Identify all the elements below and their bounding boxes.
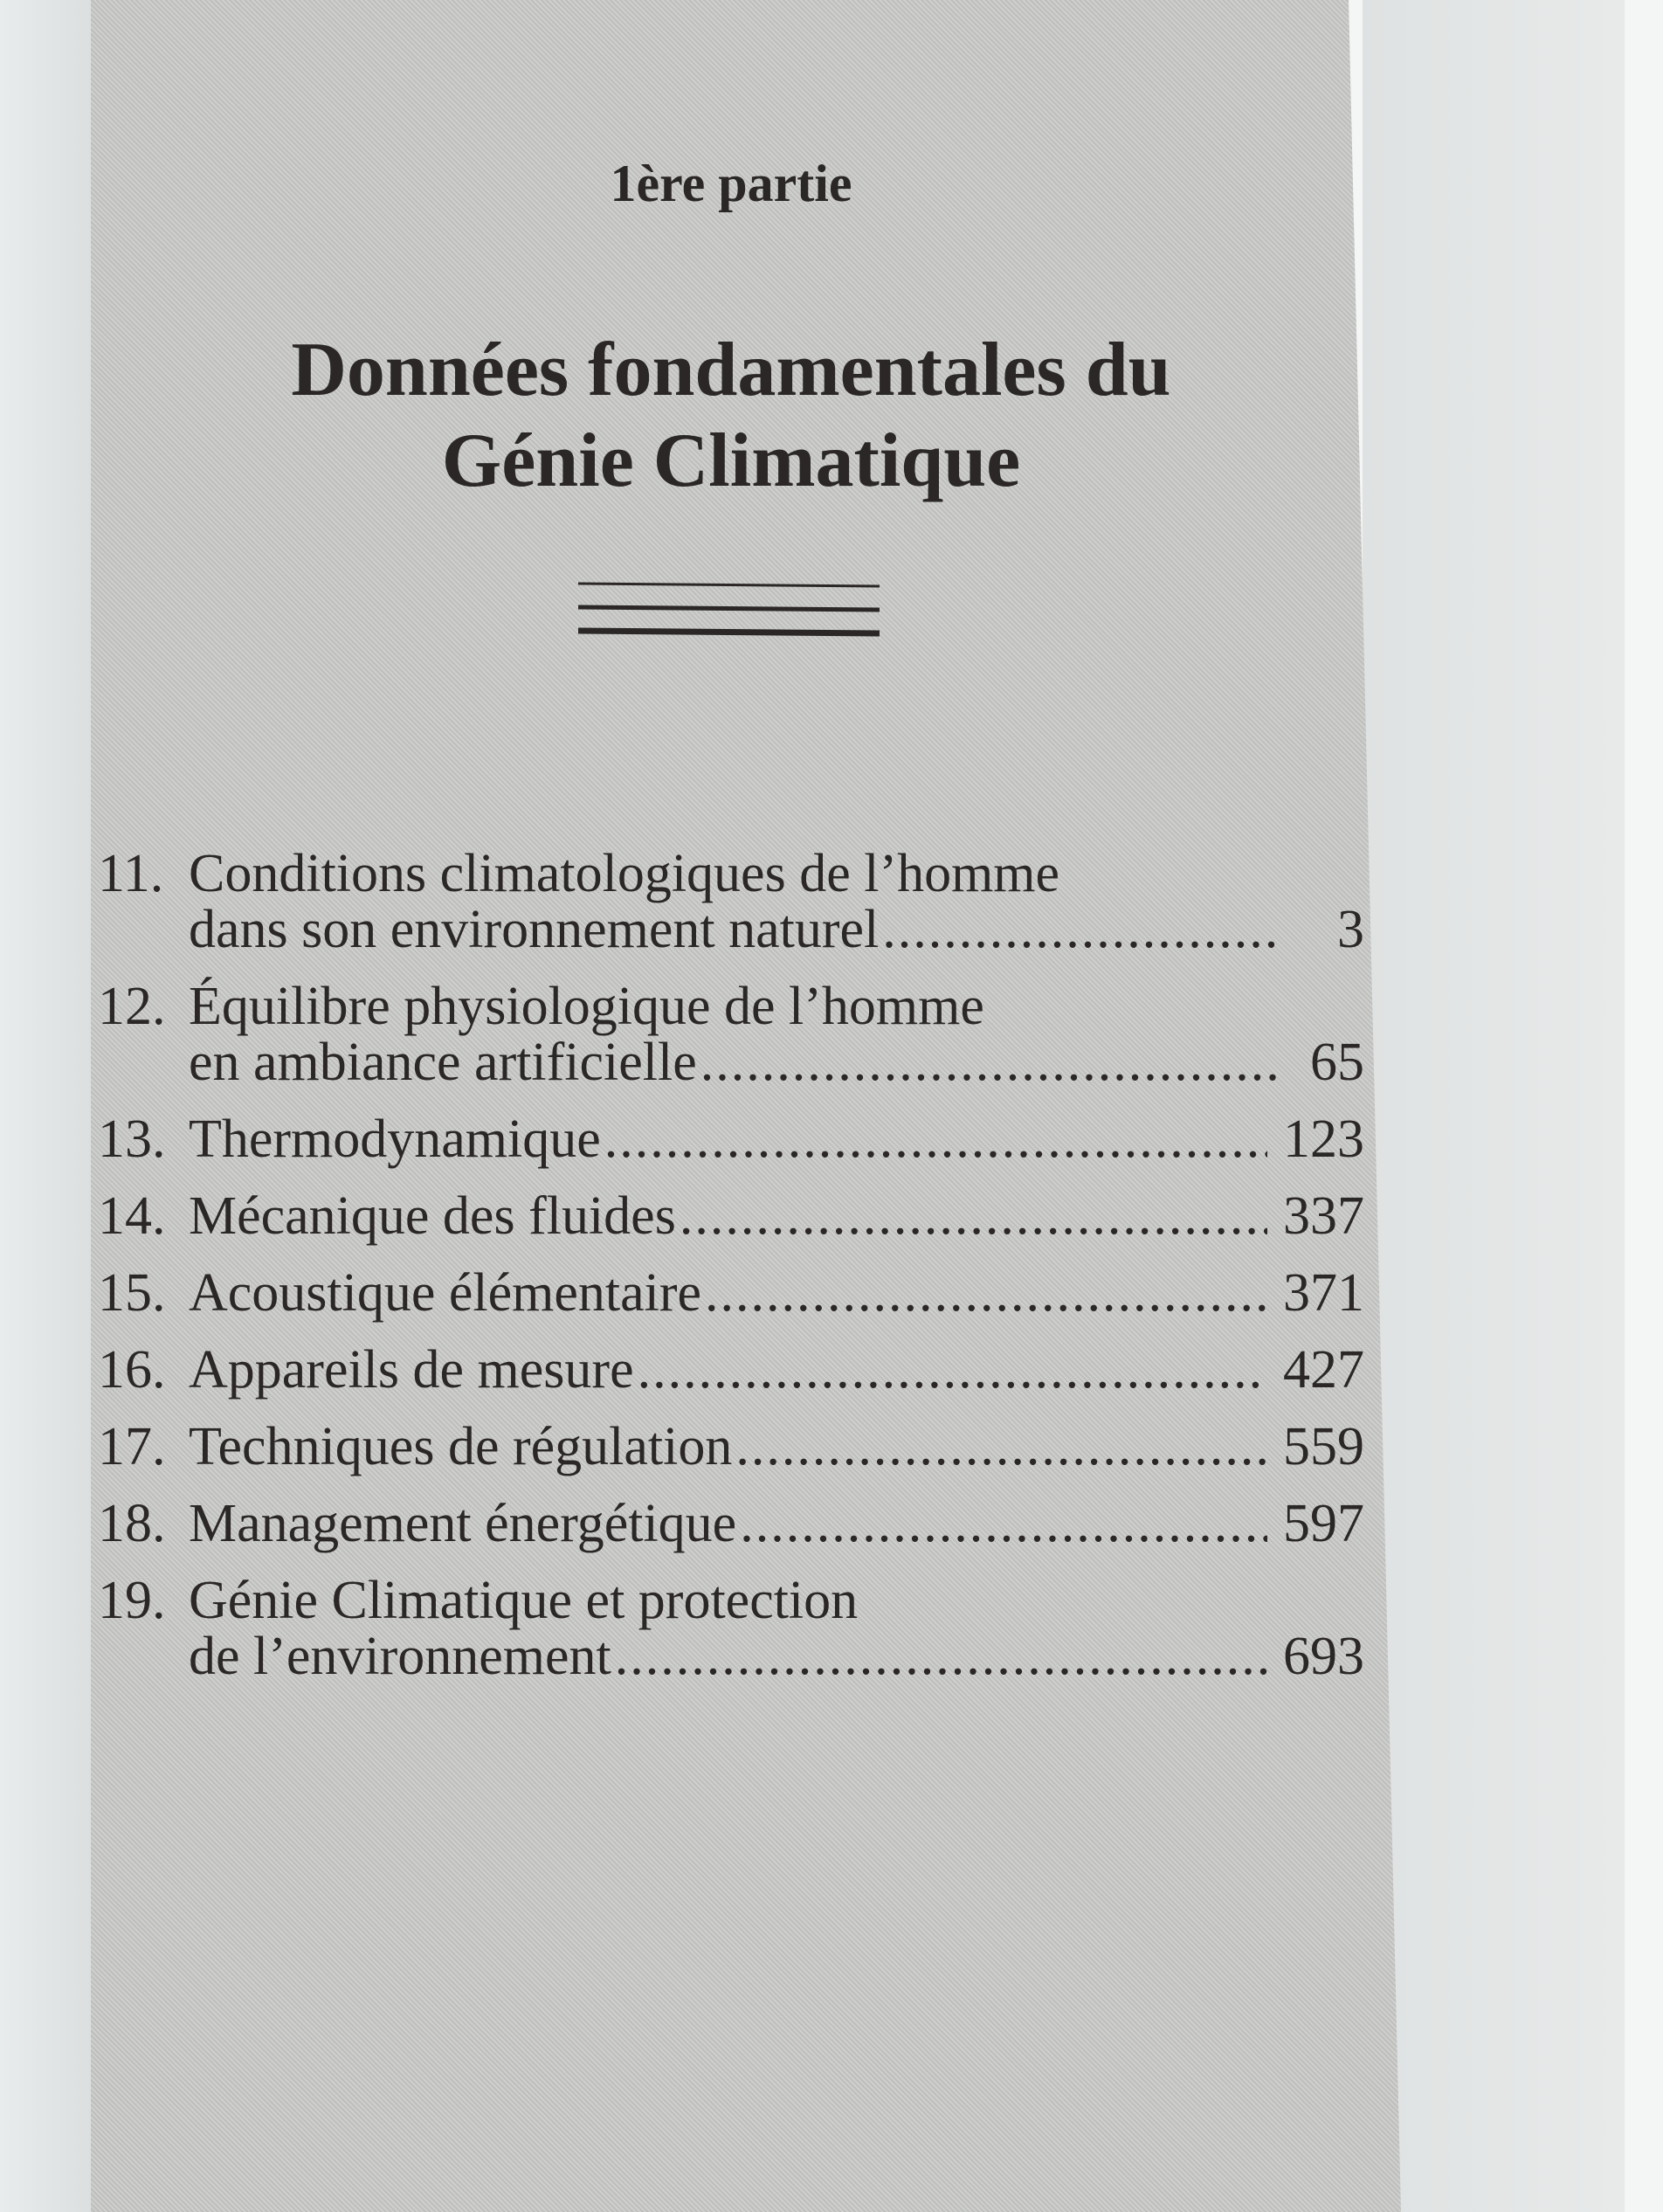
chapter-number: 15.: [98, 1263, 166, 1323]
dot-leader: [615, 1628, 1267, 1684]
chapter-title: Thermodynamique: [189, 1109, 601, 1169]
chapter-number: 13.: [98, 1109, 166, 1169]
chapter-number: 19.: [98, 1571, 166, 1630]
page-number: 3: [1337, 900, 1364, 959]
dot-leader: [638, 1342, 1267, 1398]
chapter-title-line: Génie Climatique et protection: [189, 1571, 859, 1630]
toc-entry: [98, 1573, 1364, 1684]
chapter-number: 12.: [98, 977, 166, 1036]
toc-entry: [98, 1419, 1364, 1475]
chapter-title: en ambiance artificielle: [189, 1033, 697, 1092]
chapter-title: Techniques de régulation: [189, 1417, 733, 1476]
table-of-contents: [98, 846, 1364, 1705]
chapter-title: Acoustique élémentaire: [189, 1263, 702, 1323]
chapter-title: de l’environnement: [189, 1627, 611, 1686]
page-number: 427: [1283, 1340, 1364, 1400]
chapter-title: Management énergétique: [189, 1494, 737, 1553]
page-number: 597: [1283, 1494, 1364, 1553]
chapter-title: Appareils de mesure: [189, 1340, 634, 1400]
dot-leader: [705, 1265, 1267, 1321]
toc-entry: [98, 1188, 1364, 1244]
toc-entry: [98, 846, 1364, 957]
page-number: 371: [1283, 1263, 1364, 1323]
chapter-title-line: Équilibre physiologique de l’homme: [189, 977, 984, 1036]
dot-leader: [735, 1419, 1267, 1475]
toc-entry: [98, 1111, 1364, 1167]
toc-entry: [98, 1265, 1364, 1321]
title-line-1: Données fondamentales du: [291, 328, 1171, 412]
page-title: [0, 325, 1462, 507]
chapter-title-line: Conditions climatologiques de l’homme: [189, 844, 1060, 903]
chapter-number: 18.: [98, 1494, 166, 1553]
page-number: 559: [1283, 1417, 1364, 1476]
chapter-title: dans son environnement naturel: [189, 900, 880, 959]
dot-leader: [700, 1034, 1279, 1090]
toc-entry: [98, 978, 1364, 1090]
chapter-title: Mécanique des fluides: [189, 1186, 676, 1246]
title-line-2: Génie Climatique: [441, 418, 1021, 503]
chapter-number: 17.: [98, 1417, 166, 1476]
chapter-number: 14.: [98, 1186, 166, 1246]
page-number: 65: [1310, 1033, 1364, 1092]
page-number: 337: [1283, 1186, 1364, 1246]
toc-entry: [98, 1342, 1364, 1398]
toc-entry: [98, 1496, 1364, 1552]
page-number: 123: [1283, 1109, 1364, 1169]
chapter-number: 16.: [98, 1340, 166, 1400]
dot-leader: [882, 902, 1279, 957]
dot-leader: [604, 1111, 1267, 1167]
page-number: 693: [1283, 1627, 1364, 1686]
dot-leader: [680, 1188, 1267, 1244]
chapter-number: 11.: [98, 844, 164, 903]
part-label: 1ère partie: [610, 155, 852, 212]
dot-leader: [740, 1496, 1267, 1552]
